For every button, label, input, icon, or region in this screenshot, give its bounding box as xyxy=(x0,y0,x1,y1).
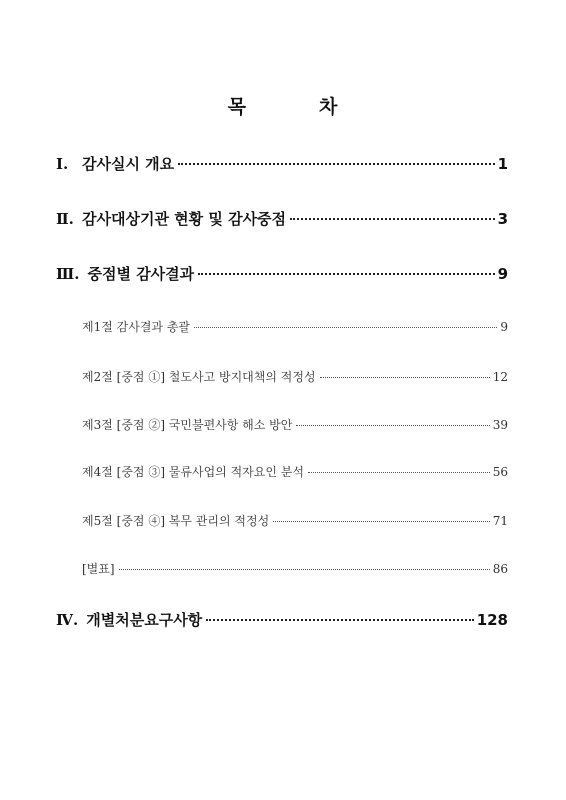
subsection-label: 제5절 [중점 ④] 복무 관리의 적정성 xyxy=(82,514,270,528)
dot-leader xyxy=(308,472,490,473)
toc-subsection-4[interactable] xyxy=(82,463,508,480)
section-numeral: Ⅰ. xyxy=(56,155,69,173)
title-char-1: 목 xyxy=(227,96,247,118)
page-number: 1 xyxy=(497,155,508,173)
dot-leader xyxy=(273,521,490,522)
dot-leader xyxy=(194,327,497,328)
section-label: 중점별 감사결과 xyxy=(87,265,195,283)
dot-leader xyxy=(290,218,495,220)
toc-section-1[interactable] xyxy=(56,153,508,174)
toc-section-2[interactable] xyxy=(56,208,508,229)
subsection-label: 제3절 [중점 ②] 국민불편사항 해소 방안 xyxy=(82,418,293,432)
page-number: 86 xyxy=(492,562,508,576)
section-numeral: Ⅲ. xyxy=(56,265,80,283)
subsection-label: 제4절 [중점 ③] 물류사업의 적자요인 분석 xyxy=(82,465,304,479)
subsection-label: 제1절 감사결과 총괄 xyxy=(82,320,191,334)
page-number: 128 xyxy=(476,611,508,629)
toc-subsection-appendix[interactable] xyxy=(82,560,508,577)
page-number: 39 xyxy=(492,418,508,432)
page-number: 12 xyxy=(492,370,508,384)
section-numeral: Ⅳ. xyxy=(56,611,79,629)
dot-leader xyxy=(198,273,494,275)
section-label: 개별처분요구사항 xyxy=(86,611,203,629)
dot-leader xyxy=(119,569,490,570)
section-label: 감사대상기관 현황 및 감사중점 xyxy=(82,210,287,228)
toc-subsection-2[interactable] xyxy=(82,368,508,385)
toc-section-4[interactable] xyxy=(56,609,508,630)
toc-subsection-3[interactable] xyxy=(82,416,508,433)
toc-section-3[interactable] xyxy=(56,263,508,284)
title-char-2: 차 xyxy=(319,96,339,118)
toc-subsection-1[interactable] xyxy=(82,318,508,335)
page-number: 71 xyxy=(492,514,508,528)
page-number: 3 xyxy=(497,210,508,228)
subsection-label: 제2절 [중점 ①] 철도사고 방지대책의 적정성 xyxy=(82,370,316,384)
dot-leader xyxy=(296,425,489,426)
subsection-label: [별표] xyxy=(82,562,115,576)
toc-subsection-5[interactable] xyxy=(82,512,508,529)
page-number: 9 xyxy=(497,265,508,283)
page-number: 56 xyxy=(492,465,508,479)
page-number: 9 xyxy=(500,320,508,334)
dot-leader xyxy=(320,377,490,378)
dot-leader xyxy=(206,619,474,621)
section-numeral: Ⅱ. xyxy=(56,210,74,228)
section-label: 감사실시 개요 xyxy=(82,155,175,173)
page-title xyxy=(0,92,566,119)
dot-leader xyxy=(178,163,494,165)
